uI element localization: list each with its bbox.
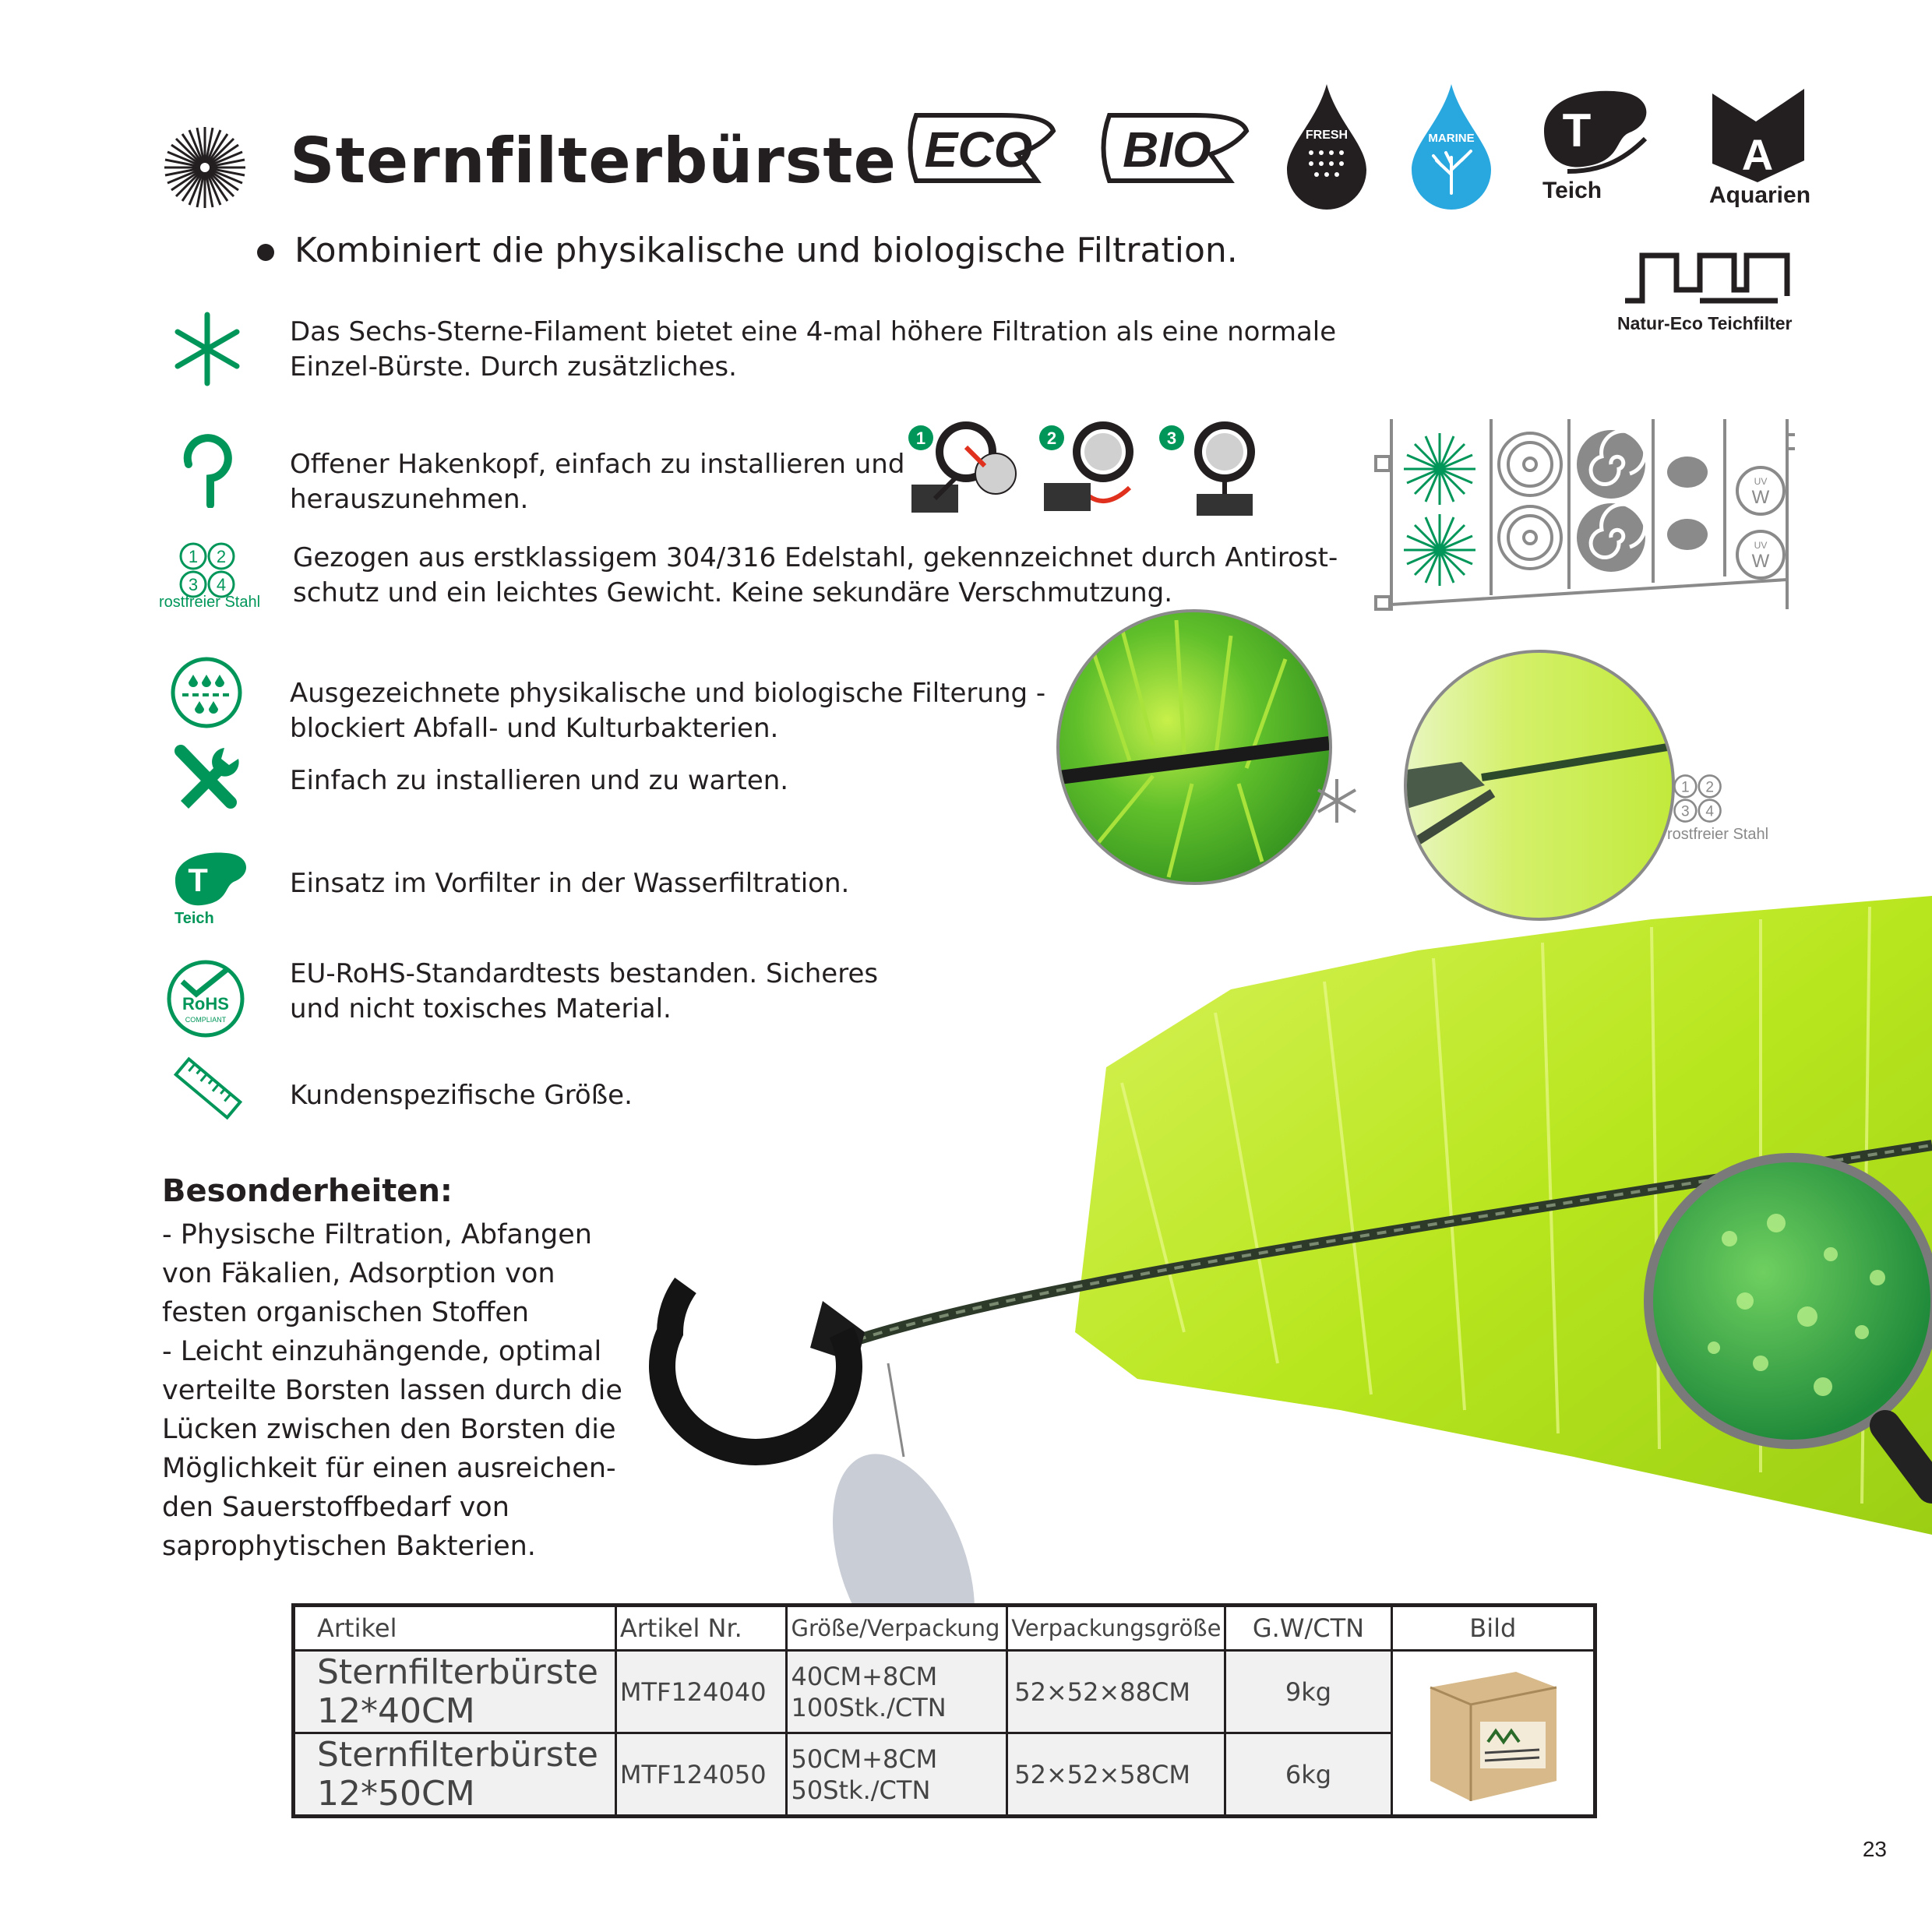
pond-filter-icon <box>1622 249 1790 308</box>
svg-text:1: 1 <box>915 428 926 448</box>
svg-text:1: 1 <box>1681 779 1690 796</box>
svg-text:3: 3 <box>1166 428 1177 448</box>
bullet-dot <box>257 244 274 261</box>
column-header: Bild <box>1391 1606 1595 1651</box>
carton-size-cell: 52×52×88CM <box>1007 1651 1225 1733</box>
page-title: Sternfilterbürste <box>290 125 897 197</box>
pack-value: 50Stk./CTN <box>791 1775 931 1805</box>
column-header: Artikel <box>294 1606 616 1651</box>
artikel-nr-cell: MTF124040 <box>615 1651 787 1733</box>
pack-value: 100Stk./CTN <box>791 1692 947 1722</box>
aquarien-badge-icon <box>1709 86 1807 185</box>
besonderheiten-line: - Leicht einzuhängende, optimal <box>162 1336 602 1367</box>
besonderheiten-line: festen organischen Stoffen <box>162 1297 530 1328</box>
spec-table <box>291 1603 1597 1818</box>
carton-size-cell: 52×52×58CM <box>1007 1733 1225 1817</box>
size-value: 50CM+8CM <box>791 1743 938 1774</box>
pond-filter-label: Natur-Eco Teichfilter <box>1617 313 1793 333</box>
lead-text <box>257 231 1238 270</box>
wire-closeup-image <box>1404 650 1675 921</box>
teich-badge-label: Teich <box>1542 178 1602 203</box>
besonderheiten-line: von Fäkalien, Adsorption von <box>162 1258 555 1289</box>
column-header: Verpackungsgröße <box>1007 1606 1225 1651</box>
image-cell <box>1391 1651 1595 1817</box>
ruler-icon <box>171 1052 245 1128</box>
column-header: Größe/Verpackung <box>787 1606 1007 1651</box>
hook-steps-diagram <box>904 413 1262 525</box>
besonderheiten-heading: Besonderheiten: <box>162 1173 453 1209</box>
feature-text: Einzel-Bürste. Durch zusätzliches. <box>290 351 737 383</box>
stainless-steel-icon <box>1672 773 1723 827</box>
artikel-name: Sternfilterbürste <box>317 1734 598 1775</box>
rohs-icon <box>165 958 246 1042</box>
feature-item <box>290 1078 633 1113</box>
svg-text:BIO: BIO <box>1123 122 1211 178</box>
eco-badge <box>901 108 1056 192</box>
table-row <box>294 1651 1595 1733</box>
svg-text:4: 4 <box>216 575 227 594</box>
brush-product-image <box>639 896 1932 1616</box>
feature-text: Ausgezeichnete physikalische und biologische Filterung - <box>290 678 1046 709</box>
lead-label: Kombiniert die physikalische und biologische Filtration. <box>294 231 1238 270</box>
feature-text: Gezogen aus erstklassigem 304/316 Edelstahl, gekennzeichnet durch Antirost- <box>293 542 1338 573</box>
artikel-size: 12*40CM <box>317 1690 475 1731</box>
teich-icon <box>170 848 251 916</box>
feature-text: schutz und ein leichtes Gewicht. Keine sekundäre Verschmutzung. <box>293 577 1173 608</box>
aquarien-badge-label: Aquarien <box>1709 182 1811 208</box>
artikel-cell <box>294 1651 616 1733</box>
feature-text: herauszunehmen. <box>290 484 529 515</box>
svg-text:RoHS: RoHS <box>182 994 229 1014</box>
svg-text:2: 2 <box>216 547 227 566</box>
sunburst-icon <box>162 125 248 213</box>
six-star-icon <box>170 312 245 390</box>
weight-cell: 6kg <box>1225 1733 1391 1817</box>
star-mark-icon <box>1312 776 1362 829</box>
besonderheiten-line: verteilte Borsten lassen durch die <box>162 1375 622 1406</box>
feature-text: und nicht toxisches Material. <box>290 993 672 1024</box>
svg-text:ECO: ECO <box>924 122 1033 178</box>
feature-text: Einsatz im Vorfilter in der Wasserfiltration. <box>290 868 850 899</box>
teich-badge-icon <box>1536 84 1653 181</box>
svg-text:UV: UV <box>1754 540 1768 551</box>
steel-icon-label: rostfreier Stahl <box>159 594 261 611</box>
besonderheiten-line: - Physische Filtration, Abfangen <box>162 1219 592 1250</box>
column-header: Artikel Nr. <box>615 1606 787 1651</box>
water-drops-icon <box>170 656 243 732</box>
svg-text:UV: UV <box>1754 476 1768 487</box>
artikel-size: 12*50CM <box>317 1773 475 1814</box>
feature-text: Offener Hakenkopf, einfach zu installieren und <box>290 449 905 480</box>
feature-item <box>290 763 788 799</box>
besonderheiten-line: Lücken zwischen den Borsten die <box>162 1414 616 1445</box>
svg-text:4: 4 <box>1705 803 1714 820</box>
svg-text:MARINE: MARINE <box>1428 132 1475 145</box>
feature-item <box>290 315 1336 385</box>
svg-text:2: 2 <box>1705 779 1714 796</box>
size-pack-cell <box>787 1733 1007 1817</box>
svg-text:3: 3 <box>188 575 199 594</box>
bristle-closeup-image <box>1056 609 1332 885</box>
weight-cell: 9kg <box>1225 1651 1391 1733</box>
svg-text:FRESH: FRESH <box>1305 129 1349 142</box>
size-value: 40CM+8CM <box>791 1661 938 1691</box>
table-header-row <box>294 1606 1595 1651</box>
page-number: 23 <box>1862 1837 1887 1861</box>
feature-item <box>293 541 1338 611</box>
feature-text: Das Sechs-Sterne-Filament bietet eine 4-mal höhere Filtration als eine normale <box>290 316 1337 347</box>
svg-text:W: W <box>1751 551 1770 572</box>
steel-icon-label: rostfreier Stahl <box>1667 826 1769 843</box>
besonderheiten-line: Möglichkeit für einen ausreichen- <box>162 1453 616 1484</box>
svg-text:T: T <box>188 861 208 898</box>
hook-icon <box>173 430 235 511</box>
marine-water-drop-icon <box>1410 83 1493 213</box>
column-header: G.W/CTN <box>1225 1606 1391 1651</box>
svg-text:2: 2 <box>1046 428 1057 448</box>
besonderheiten-line: den Sauerstoffbedarf von <box>162 1492 509 1523</box>
svg-text:W: W <box>1751 487 1770 508</box>
besonderheiten-line: saprophytischen Bakterien. <box>162 1531 536 1562</box>
artikel-nr-cell: MTF124050 <box>615 1733 787 1817</box>
feature-text: Kundenspezifische Größe. <box>290 1080 633 1111</box>
feature-item <box>290 676 1045 746</box>
carton-box-image <box>1423 1656 1563 1804</box>
tools-icon <box>170 742 242 816</box>
size-pack-cell <box>787 1651 1007 1733</box>
bio-badge <box>1094 108 1250 192</box>
svg-text:3: 3 <box>1681 803 1690 820</box>
svg-text:COMPLIANT: COMPLIANT <box>185 1016 227 1024</box>
svg-text:T: T <box>1562 104 1592 157</box>
feature-text: EU-RoHS-Standardtests bestanden. Sicheres <box>290 958 879 989</box>
feature-text: blockiert Abfall- und Kulturbakterien. <box>290 713 779 744</box>
artikel-name: Sternfilterbürste <box>317 1652 598 1692</box>
teich-icon-label: Teich <box>175 910 214 927</box>
feature-text: Einfach zu installieren und zu warten. <box>290 765 789 796</box>
filter-chamber-diagram <box>1374 416 1795 620</box>
feature-item <box>290 447 904 517</box>
svg-text:1: 1 <box>188 547 199 566</box>
svg-text:A: A <box>1741 130 1774 179</box>
artikel-cell <box>294 1733 616 1817</box>
besonderheiten-text <box>162 1215 629 1566</box>
fresh-water-drop-icon <box>1285 83 1368 213</box>
